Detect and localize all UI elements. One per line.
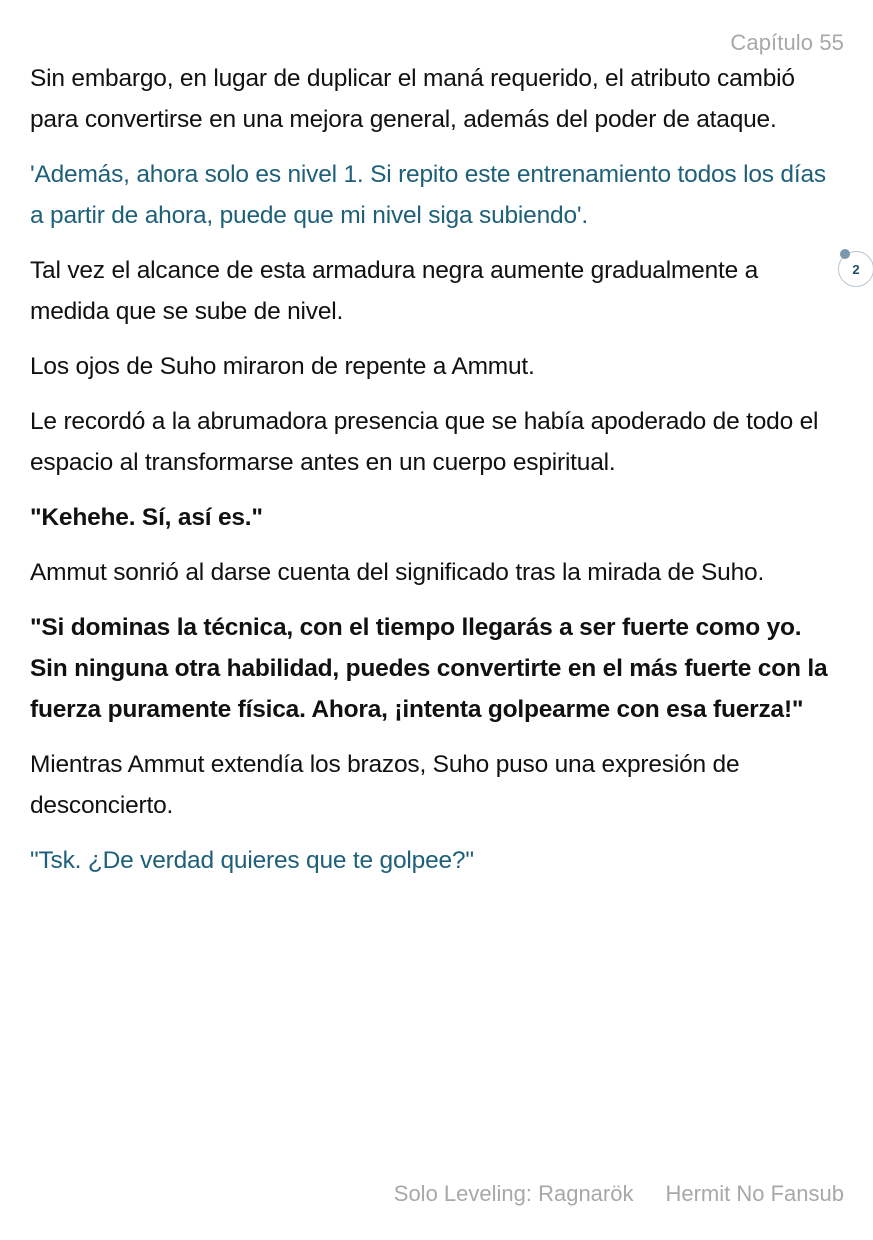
footnote-number: 2 [852,261,860,277]
translator-credit: Hermit No Fansub [665,1181,844,1206]
paragraph-narration: Sin embargo, en lugar de duplicar el maná requerido, el atributo cambió para convertirse en una mejora general, además del poder de ataque. [30,65,795,133]
paragraph-narration: Le recordó a la abrumadora presencia que se había apoderado de todo el espacio al transformarse antes en un cuerpo espiritual. [30,408,819,476]
paragraph-narration: Tal vez el alcance de esta armadura negra aumente gradualmente a medida que se sube de nivel. [30,257,759,325]
paragraph-narration: Ammut sonrió al darse cuenta del significado tras la mirada de Suho. [30,559,765,586]
paragraph-thought: 'Además, ahora solo es nivel 1. Si repito este entrenamiento todos los días a partir de ahora, puede que mi nivel siga subiendo'. [30,161,826,229]
paragraph-dialog-ammut: "Si dominas la técnica, con el tiempo llegarás a ser fuerte como yo. Sin ninguna otra habilidad, puedes convertirte en el más fuerte con la fuerza puramente física. Ahora, ¡intenta golpearme con esa fuerza!" [30,614,828,723]
footnote-marker-button[interactable] [838,251,873,287]
paragraph-narration: Mientras Ammut extendía los brazos, Suho puso una expresión de desconcierto. [30,751,740,819]
paragraph-dialog-suho: "Tsk. ¿De verdad quieres que te golpee?" [30,847,474,874]
paragraph-narration: Los ojos de Suho miraron de repente a Ammut. [30,353,535,380]
page-footer [394,1181,844,1207]
paragraph-dialog-ammut: "Kehehe. Sí, así es." [30,504,263,531]
chapter-header [730,30,844,56]
footnote-badge-icon [840,249,850,259]
chapter-title: Capítulo 55 [730,30,844,55]
book-title: Solo Leveling: Ragnarök [393,1181,634,1206]
chapter-body [30,58,830,895]
